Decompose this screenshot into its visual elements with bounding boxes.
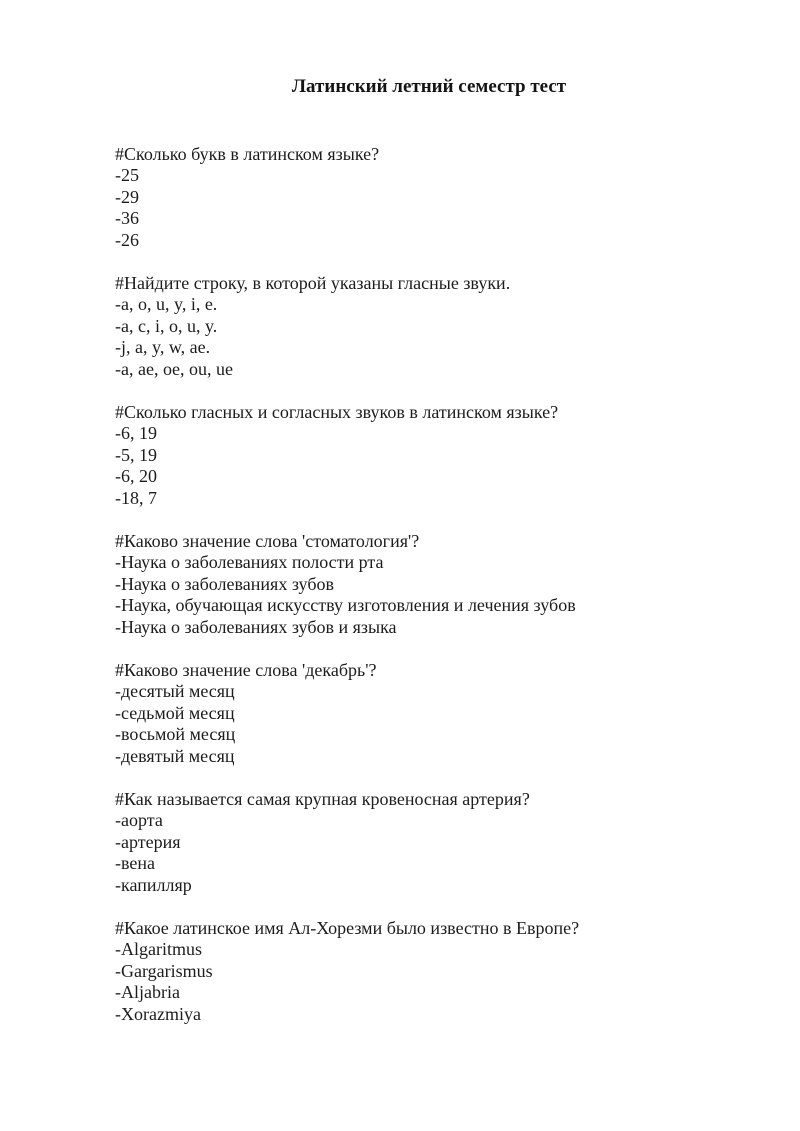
answer-option: -j, a, y, w, ae. [115, 337, 211, 357]
answer-option: -аорта [115, 810, 163, 830]
answer-option: -Наука о заболеваниях зубов и языка [115, 616, 397, 637]
answer-option: -вена [115, 853, 155, 873]
question-text: #Сколько гласных и согласных звуков в латинском языке? [115, 401, 559, 422]
question-block [115, 918, 743, 1026]
answer-option: -a, o, u, y, i, e. [115, 294, 218, 314]
answer-option: -a, ae, oe, ou, ue [115, 358, 233, 379]
question-text: #Каково значение слова 'стоматология'? [115, 530, 420, 551]
answer-option: -Наука, обучающая искусству изготовления и лечения зубов [115, 595, 576, 615]
answer-option: -капилляр [115, 874, 192, 895]
answer-option: -десятый месяц [115, 681, 235, 701]
answer-option: -Gargarismus [115, 960, 213, 981]
answer-option: -18, 7 [115, 487, 157, 508]
answer-option: -6, 20 [115, 466, 157, 486]
question-block [115, 789, 743, 897]
answer-option: -29 [115, 186, 139, 207]
questions-list [115, 144, 743, 1026]
answer-option: -26 [115, 229, 139, 250]
question-text: #Найдите строку, в которой указаны гласные звуки. [115, 272, 511, 293]
answer-option: -Наука о заболеваниях зубов [115, 573, 334, 594]
answer-option: -a, c, i, o, u, y. [115, 315, 218, 336]
document-title: Латинский летний семестр тест [291, 76, 567, 97]
answer-option: -25 [115, 165, 139, 185]
answer-option: -5, 19 [115, 444, 157, 465]
question-block [115, 660, 743, 768]
question-block [115, 144, 743, 252]
question-block [115, 531, 743, 639]
question-text: #Как называется самая крупная кровеносная артерия? [115, 788, 530, 809]
answer-option: -восьмой месяц [115, 724, 236, 744]
answer-option: -Aljabria [115, 982, 180, 1002]
answer-option: -Xorazmiya [115, 1003, 201, 1024]
question-text: #Каково значение слова 'декабрь'? [115, 659, 377, 680]
answer-option: -Algaritmus [115, 939, 202, 959]
question-block [115, 402, 743, 510]
answer-option: -6, 19 [115, 423, 157, 443]
answer-option: -девятый месяц [115, 745, 235, 766]
question-text: #Сколько букв в латинском языке? [115, 143, 380, 164]
answer-option: -Наука о заболеваниях полости рта [115, 552, 384, 572]
answer-option: -артерия [115, 831, 181, 852]
answer-option: -36 [115, 208, 139, 228]
question-text: #Какое латинское имя Ал-Хорезми было известно в Европе? [115, 917, 580, 938]
answer-option: -седьмой месяц [115, 702, 235, 723]
question-block [115, 273, 743, 381]
